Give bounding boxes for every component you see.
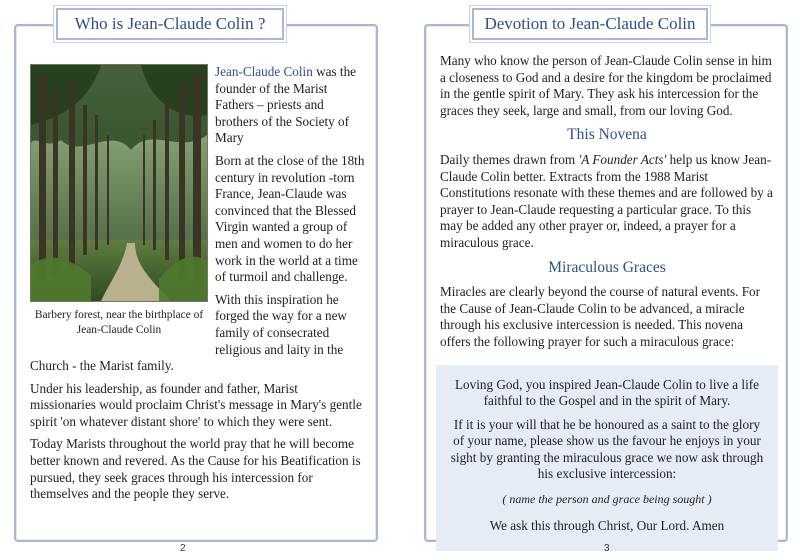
paragraph-today: Today Marists throughout the world pray that he will become better known and revered. As the Cause for his Beatification is pursued, they seek graces through his intercession for themselves and the people they serve. (30, 436, 361, 502)
intro-text: was the founder of the Marist Fathers – priests and brothers of the Society of Mary (215, 64, 357, 146)
left-content (30, 64, 366, 509)
prayer-box (436, 365, 778, 552)
page-title: Devotion to Jean-Claude Colin (472, 8, 708, 40)
photo-caption: Barbery forest, near the birthplace of Jean-Claude Colin (34, 309, 204, 336)
page-3 (400, 0, 800, 560)
paragraph-born: Born at the close of the 18th century in revolution -torn France, Jean-Claude was convinced that the Blessed Virgin wanted a group of men and women to do her work in the world at a time of turmoil and challenge. (215, 152, 365, 285)
prayer-note: ( name the person and grace being sought ) (502, 492, 712, 507)
paragraph-miraculous: Miracles are clearly beyond the course of natural events. For the Cause of Jean-Claude Colin to be advanced, a miracle through his exclusive intercession is needed. This novena offers the following prayer for such a miraculous grace: (440, 284, 761, 349)
prayer-line-1: Loving God, you inspired Jean-Claude Colin to live a life faithful to the Gospel and in the spirit of Mary. (455, 376, 759, 409)
book-title: 'A Founder Acts' (578, 151, 667, 167)
prayer-closing: We ask this through Christ, Our Lord. Amen (489, 517, 725, 533)
section-title-novena: This Novena (567, 126, 647, 144)
forest-photo (30, 64, 208, 302)
prayer-line-2: If it is your will that he be honoured as a saint to the glory of your name, please show us the favour he enjoys in your sight by granting the miraculous grace we now ask through his exclusive intercession: (450, 416, 764, 482)
novena-text-a: Daily themes drawn from (440, 151, 579, 167)
paragraph-inspiration: With this inspiration he forged the way for a new family of consecrated religious and laity in the Church - the Marist family. (30, 291, 347, 374)
intro-name: Jean-Claude Colin (215, 64, 313, 79)
paragraph-devotion: Many who know the person of Jean-Claude Colin sense in him a closeness to God and a desire for the kingdom be proclaimed in the gentle spirit of Mary. They ask his intercession for the graces they seek, large and small, from our loving God. (440, 53, 772, 118)
forest-photo-figure (30, 64, 208, 338)
section-title-miraculous: Miraculous Graces (548, 258, 666, 276)
page-number: 3 (604, 543, 610, 554)
page-number: 2 (180, 543, 186, 554)
page-title: Who is Jean-Claude Colin ? (56, 8, 284, 40)
right-content (440, 53, 774, 551)
novena-text-b: help us know Jean-Claude Colin better. Extracts from the 1988 Marist Constitutions resonate with these themes and are followed by a prayer to Jean-Claude requesting a particular grace. To this may be added any other prayer or, indeed, a prayer for a miraculous grace. (440, 151, 773, 250)
paragraph-leadership: Under his leadership, as founder and father, Marist missionaries would proclaim Christ's message in Mary's gentle spirit 'on whatever distant shore' to which they were sent. (30, 380, 362, 429)
paragraph-novena (440, 152, 774, 252)
